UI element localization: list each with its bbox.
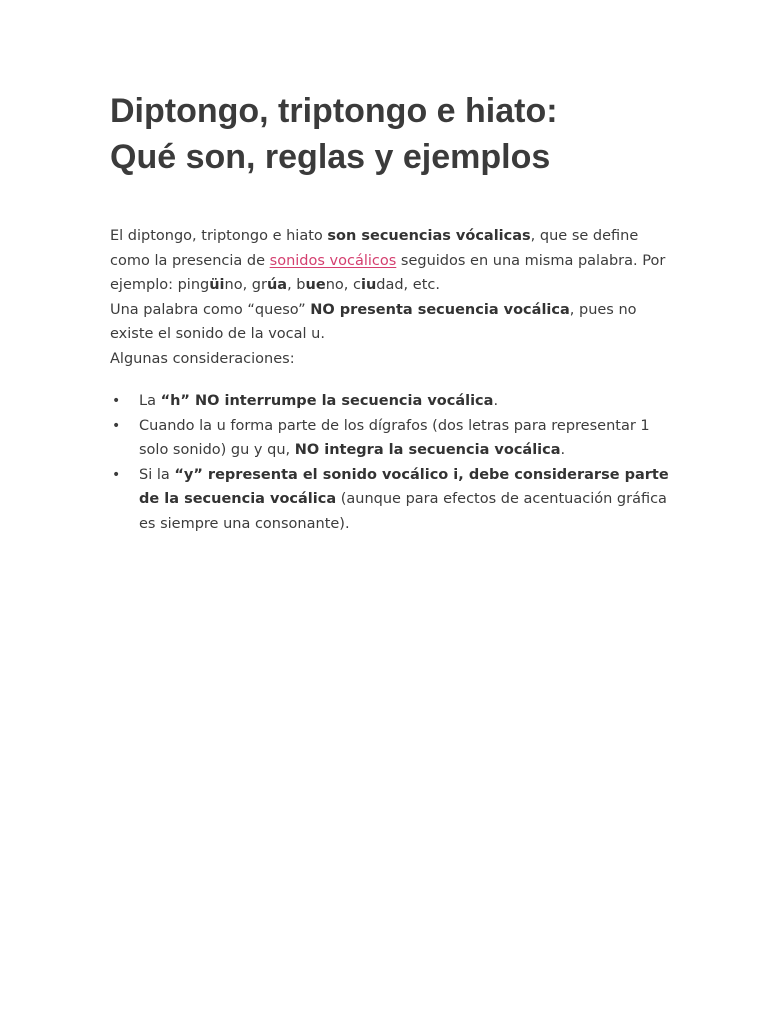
item-text: Si la <box>139 466 175 483</box>
example-bold: úa <box>266 277 288 293</box>
list-item <box>110 389 670 414</box>
example-text: , b <box>287 277 306 293</box>
queso-text: , pues no existe el sonido de la vocal u. <box>110 301 637 342</box>
intro-text: seguidos en una misma palabra. Por ejemplo: ping <box>110 252 666 293</box>
item-text: La <box>139 393 161 409</box>
article <box>110 88 670 536</box>
example-text: dad, etc. <box>376 277 440 293</box>
sonidos-vocalicos-link[interactable]: sonidos vocálicos <box>269 252 397 269</box>
item-text: . <box>493 393 499 409</box>
queso-paragraph <box>110 298 670 347</box>
intro-text: El diptongo, triptongo e hiato <box>110 228 328 244</box>
title-line-2: Qué son, reglas y ejemplos <box>110 138 551 176</box>
example-text: no, gr <box>224 277 267 293</box>
intro-text: , que se define como la presencia de <box>110 228 639 269</box>
list-item <box>110 463 670 537</box>
item-bold: NO integra la secuencia vocálica <box>294 442 561 458</box>
considerations-heading: Algunas consideraciones: <box>110 350 295 367</box>
article-body <box>110 224 670 536</box>
intro-paragraph <box>110 224 670 298</box>
bullet-icon: • <box>112 393 121 409</box>
page-title <box>110 88 670 180</box>
queso-text: Una palabra como “queso” <box>110 301 311 318</box>
example-text: no, c <box>325 277 361 293</box>
bullet-icon: • <box>112 466 121 483</box>
example-bold: iu <box>360 277 377 293</box>
item-bold: “h” NO interrumpe la secuencia vocálica <box>160 393 494 409</box>
item-text: (aunque para efectos de acentuación gráfica es siempre una consonante). <box>139 491 667 532</box>
bullet-icon: • <box>112 417 121 434</box>
intro-bold: son secuencias vócalicas <box>327 228 531 244</box>
considerations-list <box>110 389 670 536</box>
list-item <box>110 414 670 463</box>
item-text: . <box>560 442 566 458</box>
example-bold: üi <box>209 277 225 293</box>
title-line-1: Diptongo, triptongo e hiato: <box>110 92 558 130</box>
item-text: Cuando la u forma parte de los dígrafos (dos letras para representar 1 solo sonido) gu y qu, <box>139 417 650 458</box>
example-bold: ue <box>305 277 326 293</box>
queso-bold: NO presenta secuencia vocálica <box>310 301 570 318</box>
item-bold: “y” representa el sonido vocálico i, debe considerarse parte de la secuencia vocálica <box>139 466 669 507</box>
